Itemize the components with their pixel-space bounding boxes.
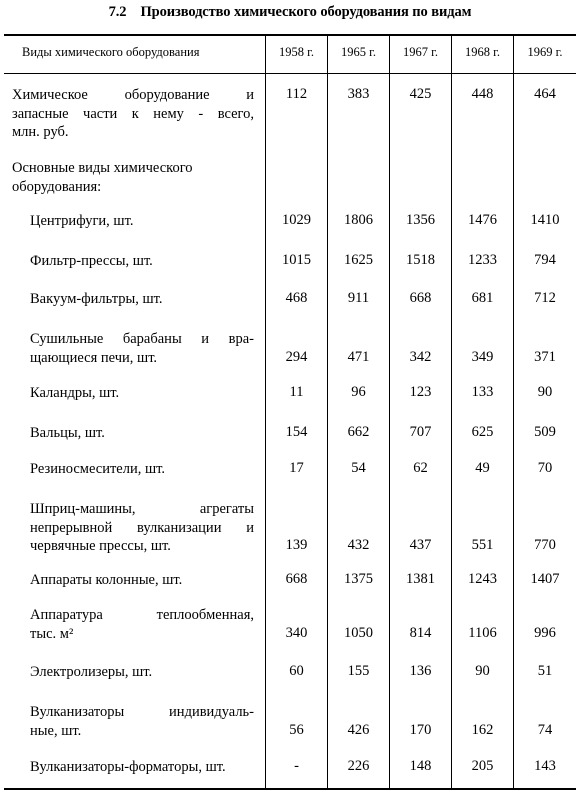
table-cell: 437	[409, 537, 432, 553]
table-cell: 662	[347, 424, 370, 440]
table-cell: 54	[351, 460, 366, 476]
table-cell: 464	[534, 86, 556, 102]
header-year: 1967 г.	[403, 45, 438, 59]
row-label: червячные прессы, шт.	[30, 538, 171, 554]
table-cell: 1015	[282, 252, 311, 268]
table-number: 7.2	[108, 4, 127, 20]
table-cell: 770	[534, 537, 556, 553]
table-cell: 62	[413, 460, 428, 476]
table-cell: 51	[537, 663, 553, 679]
table-cell: 136	[409, 663, 432, 679]
table-cell: 794	[534, 252, 556, 268]
table-cell: 471	[347, 348, 370, 365]
table-cell: 448	[471, 86, 494, 102]
table-cell: 425	[409, 86, 432, 102]
table-cell: 383	[347, 86, 370, 102]
row-label: млн. руб.	[12, 124, 69, 140]
row-label: Шприц-машины, агрегаты	[30, 501, 254, 517]
row-label: Аппаратура теплообменная,	[30, 607, 254, 623]
row-label: Основные виды химического	[12, 160, 193, 176]
table-cell: 911	[347, 290, 370, 306]
table-cell: -	[294, 758, 299, 774]
table-cell: 1625	[344, 252, 373, 268]
table-cell: 17	[289, 460, 304, 476]
table-cell: 148	[409, 758, 432, 774]
row-label: тыс. м²	[30, 625, 74, 642]
table-cell: 1233	[468, 252, 497, 268]
table-cell: 426	[347, 721, 370, 738]
header-bottom-rule	[4, 73, 576, 74]
header-year: 1969 г.	[527, 45, 563, 59]
row-label: Химическое оборудование и	[12, 87, 254, 103]
table-cell: 432	[347, 537, 370, 553]
table-cell: 1243	[468, 571, 497, 587]
row-label: Центрифуги, шт.	[30, 213, 134, 229]
table-cell: 1356	[406, 212, 435, 228]
row-label: запасные части к нему - всего,	[12, 105, 254, 122]
table-cell: 1518	[406, 252, 435, 268]
table-cell: 294	[285, 348, 308, 365]
row-label: Вакуум-фильтры, шт.	[30, 291, 163, 307]
table-cell: 707	[409, 424, 432, 440]
table-cell: 133	[471, 384, 494, 400]
table-cell: 712	[534, 290, 556, 306]
row-label: Вулканизаторы-форматоры, шт.	[30, 759, 226, 775]
header-year: 1965 г.	[341, 45, 376, 59]
table-cell: 551	[471, 537, 494, 553]
table-title	[0, 4, 580, 21]
row-label: щающиеся печи, шт.	[30, 349, 158, 366]
table-cell: 96	[351, 384, 366, 400]
table-cell: 371	[534, 348, 556, 365]
row-label: Фильтр-прессы, шт.	[30, 253, 153, 269]
table-cell: 1476	[468, 212, 497, 228]
table-cell: 1375	[344, 571, 373, 587]
table-cell: 814	[409, 624, 432, 641]
table-cell: 1029	[282, 212, 311, 228]
table-cell: 226	[347, 758, 370, 774]
table-cell: 668	[409, 290, 432, 306]
header-year: 1968 г.	[465, 45, 500, 59]
table-cell: 509	[534, 424, 556, 440]
table-cell: 90	[537, 384, 553, 400]
table-cell: 11	[289, 384, 304, 400]
table-cell: 56	[289, 721, 304, 738]
table-cell: 170	[409, 721, 432, 738]
row-label: ные, шт.	[30, 722, 82, 739]
table-cell: 1407	[530, 571, 560, 587]
row-label: Электролизеры, шт.	[30, 664, 153, 680]
table-title-text: Производство химического оборудования по видам	[140, 4, 472, 20]
table-cell: 49	[475, 460, 490, 476]
header-equipment-types: Виды химического оборудования	[22, 45, 200, 59]
table-cell: 681	[471, 290, 494, 306]
table-cell: 342	[409, 348, 432, 365]
table-cell: 205	[471, 758, 494, 774]
row-label: Каландры, шт.	[30, 385, 120, 401]
table-cell: 349	[471, 348, 494, 365]
table-cell: 143	[534, 758, 556, 774]
table-cell: 625	[471, 424, 494, 440]
table-cell: 60	[289, 663, 304, 679]
table-cell: 112	[285, 86, 308, 102]
header-year: 1958 г.	[279, 45, 314, 59]
row-label: оборудования:	[12, 178, 102, 195]
bottom-rule	[4, 788, 576, 790]
table-cell: 996	[534, 624, 556, 641]
table-cell: 1410	[530, 212, 560, 228]
row-label: непрерывной вулканизации и	[30, 519, 254, 536]
table-cell: 668	[285, 571, 308, 587]
row-label: Аппараты колонные, шт.	[30, 572, 183, 588]
table-cell: 155	[347, 663, 370, 679]
table-cell: 139	[285, 537, 308, 553]
row-label: Сушильные барабаны и вра-	[30, 331, 254, 347]
row-label: Резиносмесители, шт.	[30, 461, 166, 477]
table-cell: 1806	[344, 212, 373, 228]
row-label: Вулканизаторы индивидуаль-	[30, 704, 254, 720]
table-cell: 123	[409, 384, 432, 400]
table-cell: 90	[475, 663, 490, 679]
table-cell: 1050	[344, 624, 373, 641]
table-cell: 154	[285, 424, 308, 440]
table-cell: 74	[537, 721, 553, 738]
table-cell: 1381	[406, 571, 435, 587]
table-cell: 162	[471, 721, 494, 738]
table-cell: 340	[285, 624, 308, 641]
row-label: Вальцы, шт.	[30, 425, 105, 441]
top-rule	[4, 34, 576, 36]
table-cell: 70	[537, 460, 553, 476]
table-cell: 1106	[468, 624, 497, 641]
table-cell: 468	[285, 290, 308, 306]
